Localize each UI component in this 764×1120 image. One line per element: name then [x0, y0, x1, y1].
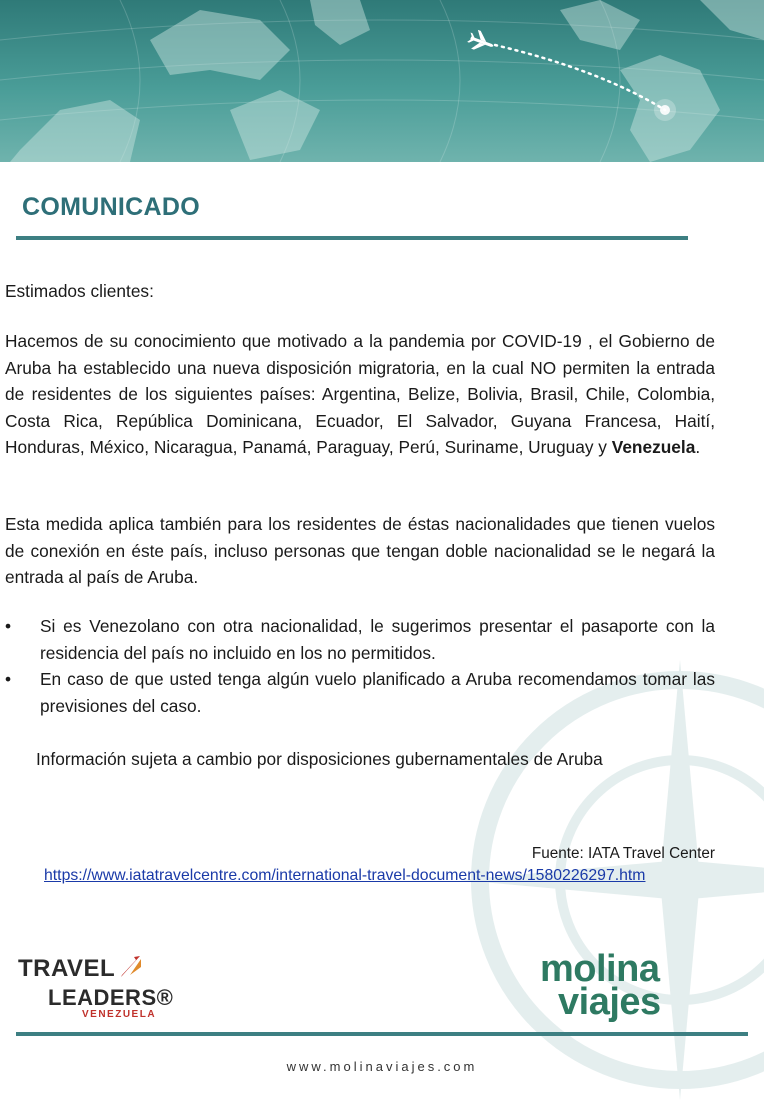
continents	[10, 0, 764, 162]
title-divider	[16, 236, 688, 240]
highlighted-country: Venezuela	[611, 437, 696, 457]
footer-divider	[16, 1032, 748, 1036]
paragraph-end: .	[695, 437, 701, 457]
bullet-icon: •	[5, 669, 12, 689]
bullet-icon: •	[5, 616, 12, 636]
recommendation-list	[5, 613, 715, 719]
page-title: COMUNICADO	[22, 193, 200, 221]
logo-text-molina: molina	[540, 948, 660, 990]
list-item-text: Si es Venezolano con otra nacionalidad, le sugerimos presentar el pasaporte con la residencia del país no incluido en los no permitidos.	[40, 616, 715, 663]
airplane-icon	[465, 28, 496, 56]
paragraph-text: Hacemos de su conocimiento que motivado a la pandemia por COVID-19 , el Gobierno de Aruba ha establecido una nueva disposición migratoria, en la cual NO permiten la entrada de residentes de los siguientes países: Argentina, Belize, Bolivia, Brasil, Chile, Colombia, Costa Rica, República Dominicana, Ecuador, El Salvador, Guyana Francesa, Haití, Honduras, México, Nicaragua, Panamá, Paraguay, Perú, Suriname, Uruguay y	[5, 331, 715, 457]
announcement-paragraph	[5, 328, 715, 461]
logo-text-viajes: viajes	[558, 981, 661, 1023]
list-item	[5, 613, 715, 666]
list-item-text: En caso de que usted tenga algún vuelo planificado a Aruba recomendamos tomar las previsiones del caso.	[40, 669, 715, 716]
source-label: Fuente: IATA Travel Center	[531, 845, 715, 862]
list-item	[5, 666, 715, 719]
logo-text-line2: LEADERS®	[48, 985, 174, 1010]
disclaimer-note: Información sujeta a cambio por disposiciones gubernamentales de Aruba	[36, 749, 603, 769]
logo-text-line1: TRAVEL	[18, 955, 116, 982]
molina-viajes-logo	[540, 948, 700, 1028]
source-link[interactable]: https://www.iatatravelcentre.com/international-travel-document-news/1580226297.htm	[44, 867, 646, 884]
header-banner	[0, 0, 764, 162]
greeting-text: Estimados clientes:	[5, 281, 154, 301]
logo-text-line3: VENEZUELA	[82, 1009, 157, 1020]
website-url: www.molinaviajes.com	[286, 1059, 478, 1074]
world-map-graphic	[0, 0, 764, 162]
arrow-icon	[118, 953, 144, 979]
travel-leaders-logo	[18, 955, 178, 1025]
measure-paragraph: Esta medida aplica también para los residentes de éstas nacionalidades que tienen vuelos de conexión en éste país, incluso personas que tengan doble nacionalidad se le negará la entrada al país de Aruba.	[5, 514, 715, 587]
